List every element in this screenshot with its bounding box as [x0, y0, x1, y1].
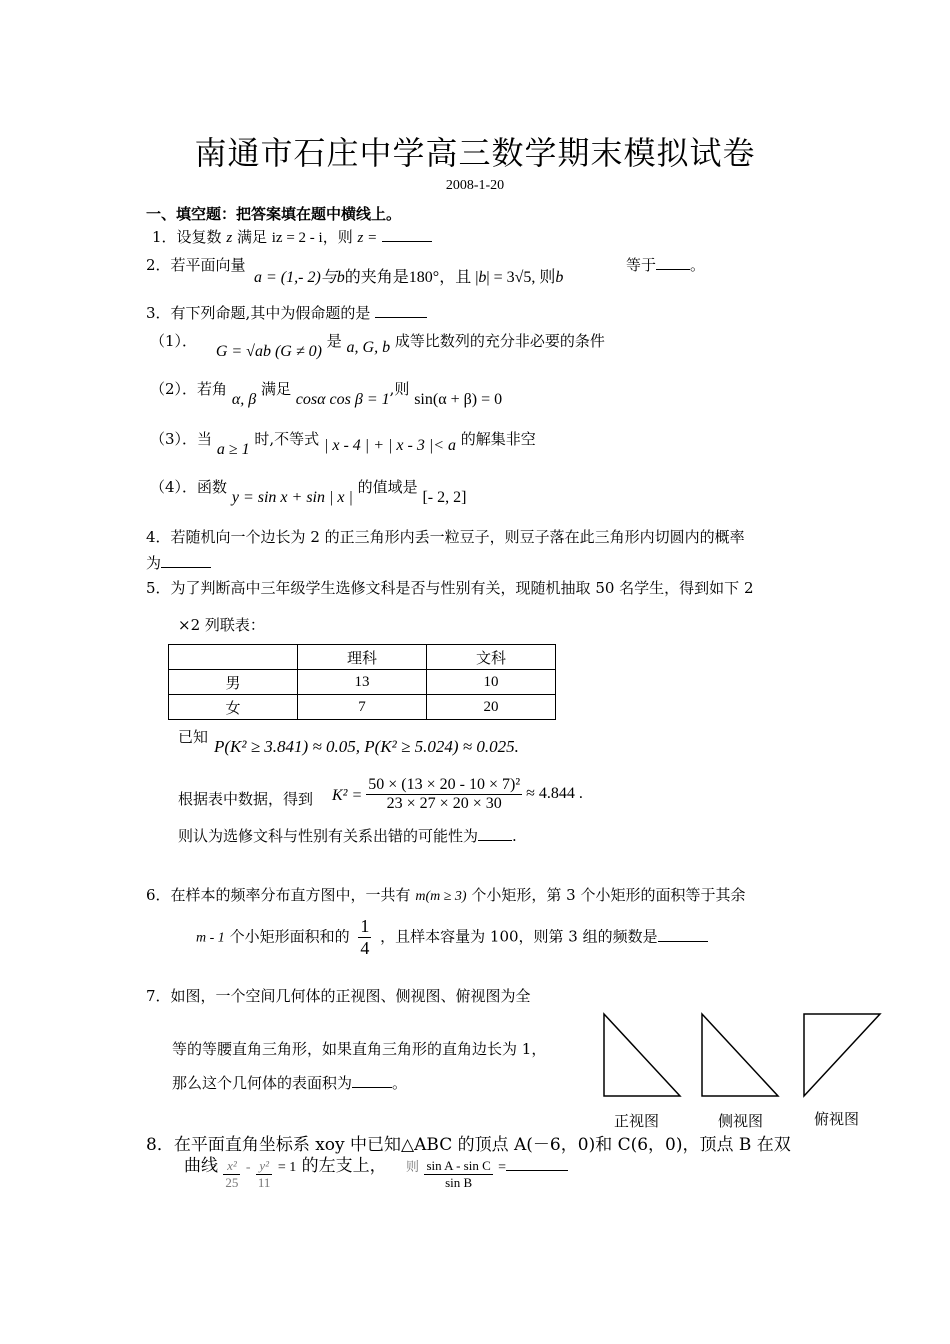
- question-7-line3: 那么这个几何体的表面积为 。: [172, 1074, 408, 1092]
- section-heading: 一、填空题：把答案填在题中横线上。: [146, 205, 402, 223]
- table-row: [169, 695, 556, 720]
- side-view-triangle: [702, 1014, 778, 1096]
- top-view-triangle: [804, 1014, 880, 1096]
- front-view-label: 正视图: [614, 1112, 660, 1130]
- question-1: 1．设复数 z 满足 iz = 2 - i，则 z =: [152, 226, 432, 247]
- table-row: [169, 645, 556, 670]
- answer-blank[interactable]: [375, 303, 427, 318]
- answer-blank[interactable]: [658, 927, 708, 942]
- question-3-4: （4）．函数 y = sin x + sin | x | 的值域是 [- 2, 2]: [150, 478, 467, 506]
- table-row: [169, 670, 556, 695]
- question-2-tail: 等于 。: [626, 256, 706, 274]
- table-cell: 7: [298, 695, 427, 720]
- question-3-2: （2）．若角 α, β 满足 cosα cos β = 1,则 sin(α + β) = 0: [150, 380, 503, 408]
- calc-formula: K² = $\frac{\text{50 × (13 × 20 - 10 × 7)²}}{23 \times 27 \times 20 \times 30}$ ≈ 4.844 .: [332, 776, 583, 812]
- question-4: 4．若随机向一个边长为 2 的正三角形内丢一粒豆子，则豆子落在此三角形内切圆内的概率: [146, 528, 745, 546]
- question-8: 8．在平面直角坐标系 xoy 中已知△ABC 的顶点 A(－6，0)和 C(6，0)，顶点 B 在双: [146, 1135, 791, 1155]
- answer-blank[interactable]: [161, 553, 211, 568]
- table-cell: 女: [169, 695, 298, 720]
- side-view-label: 侧视图: [718, 1112, 764, 1130]
- question-7-line2: 等的等腰直角三角形，如果直角三角形的直角边长为 1，: [172, 1040, 547, 1058]
- answer-blank[interactable]: [352, 1073, 392, 1088]
- question-5-line2: ×2 列联表：: [178, 616, 265, 634]
- front-view-triangle: [604, 1014, 680, 1096]
- known-label: 已知: [178, 728, 209, 746]
- table-cell: 20: [427, 695, 556, 720]
- contingency-table: [168, 644, 556, 720]
- question-2-expr: a = (1,- 2)与b的夹角是180°，且 |b| = 3√5, 则b: [254, 269, 564, 286]
- table-cell: 13: [298, 670, 427, 695]
- known-expression: P(K² ≥ 3.841) ≈ 0.05, P(K² ≥ 5.024) ≈ 0.025.: [214, 737, 519, 756]
- answer-blank[interactable]: [478, 826, 512, 841]
- answer-blank[interactable]: [506, 1156, 568, 1171]
- question-3: 3．有下列命题,其中为假命题的是: [146, 302, 427, 323]
- table-cell: 理科: [298, 645, 427, 670]
- question-8-line2: 曲线 $\frac{\text{x²}}{25}$ - $\frac{\text{y²}}{11}$ $^{= 1}$ 的左支上， $^则$ $\frac{\text{sin A - sin C}}{\text{sin B}}$ =: [184, 1158, 568, 1191]
- question-5: 5．为了判断高中三年级学生选修文科是否与性别有关，现随机抽取 50 名学生，得到如下 2: [146, 579, 754, 597]
- answer-blank[interactable]: [382, 227, 432, 242]
- answer-blank[interactable]: [656, 255, 690, 270]
- three-views-figure: [600, 1010, 890, 1102]
- table-cell: 男: [169, 670, 298, 695]
- top-view-label: 俯视图: [814, 1110, 860, 1128]
- table-cell: 文科: [427, 645, 556, 670]
- question-4-line2: 为: [146, 552, 211, 573]
- question-6: 6．在样本的频率分布直方图中，一共有 m(m ≥ 3) 个小矩形，第 3 个小矩形的面积等于其余: [146, 886, 746, 904]
- question-3-3: （3）．当 a ≥ 1 时,不等式 | x - 4 | + | x - 3 |< a 的解集非空: [150, 430, 536, 458]
- question-2: 2．若平面向量: [146, 256, 246, 274]
- question-6-line2: m - 1 个小矩形面积和的 $\frac{1}{4}$ ，且样本容量为 100，则第 3 组的频数是: [196, 916, 708, 959]
- question-7: 7．如图，一个空间几何体的正视图、侧视图、俯视图为全: [146, 987, 531, 1005]
- page-title: 南通市石庄中学高三数学期末模拟试卷: [194, 134, 756, 172]
- exam-date: 2008-1-20: [445, 178, 505, 193]
- table-cell: 10: [427, 670, 556, 695]
- conclusion: 则认为选修文科与性别有关系出错的可能性为 .: [178, 827, 517, 845]
- question-3-1: （1）． G = √ab (G ≠ 0) 是 a, G, b 成等比数列的充分非必要的条件: [150, 332, 605, 360]
- calc-prefix: 根据表中数据，得到: [178, 790, 314, 808]
- table-cell: [169, 645, 298, 670]
